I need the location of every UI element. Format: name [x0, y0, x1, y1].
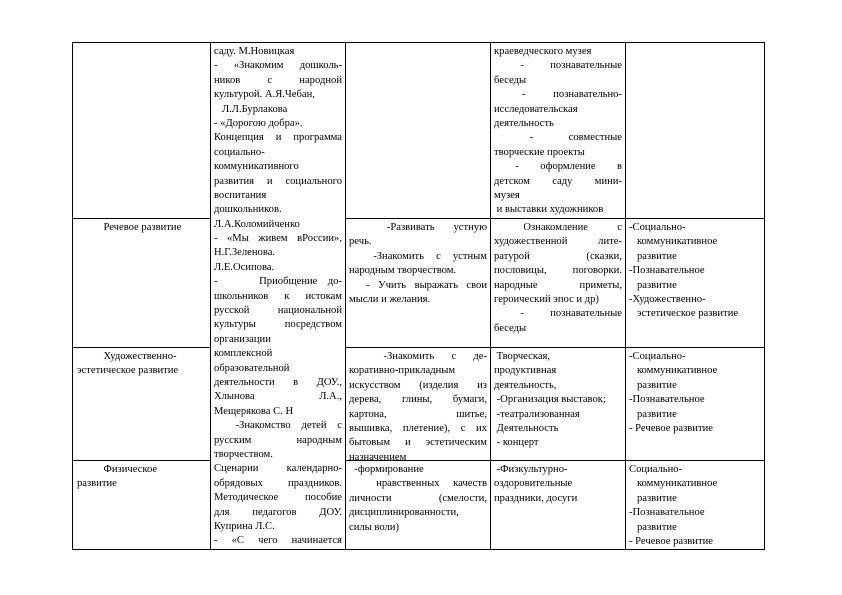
text-line: продуктивная	[494, 365, 557, 377]
text-line: художественной лите-	[494, 236, 622, 248]
text-line: коммуникативное	[629, 236, 718, 248]
text-line: дерева, глины, бумаги,	[349, 394, 487, 406]
text-line: - «С чего начинается	[214, 535, 342, 547]
text-line: Художественно-	[77, 351, 177, 362]
text-line: - познавательно-	[494, 89, 622, 101]
text-line: коммуникативного	[214, 161, 299, 173]
text-line: организации	[214, 333, 271, 345]
text-line: школьников к истокам	[214, 290, 342, 302]
text-line: беседы	[494, 322, 527, 334]
text-line: и выставки художников	[494, 204, 604, 216]
text-line: - Речевое развитие	[629, 422, 713, 434]
text-line: Н.Г.Зеленова.	[214, 247, 276, 259]
activities-cell	[490, 348, 625, 460]
text-line: Мещерякова С. Н	[214, 405, 294, 417]
text-line: -Социально-	[629, 222, 686, 233]
text-line: речь.	[349, 236, 372, 248]
text-line: -Познавательное	[629, 507, 705, 519]
text-line: эстетическое развитие	[77, 365, 179, 377]
text-line: воспитания	[214, 189, 267, 201]
text-line: развития и социального	[214, 175, 342, 187]
text-line: -Социально-	[629, 351, 686, 362]
integration-cell	[625, 43, 765, 218]
text-line: вышивка, плетение), с их	[349, 422, 487, 434]
text-line: развитие	[629, 408, 677, 420]
text-line: детском саду мини-	[494, 175, 622, 187]
text-line: народным творчеством.	[349, 265, 457, 277]
text-line: развитие	[629, 250, 677, 262]
text-line: Л.Л.Бурлакова	[214, 103, 288, 115]
text-line: обрядовых праздников.	[214, 477, 342, 489]
text-line: личности (смелости,	[349, 492, 487, 504]
text-line: праздники, досуги	[494, 492, 578, 504]
area-cell	[73, 348, 210, 460]
text-line: оздоровительные	[494, 478, 573, 490]
text-line: развитие	[77, 478, 117, 490]
text-line: русским народным	[214, 434, 342, 446]
text-line: Методическое пособие	[214, 492, 342, 504]
text-line: - «Мы живем вРоссии»,	[214, 233, 342, 245]
text-line: Сценарии календарно-	[214, 463, 342, 475]
text-line: -театрализованная	[494, 408, 580, 420]
text-line: -Знакомство детей с	[214, 420, 342, 432]
area-cell	[73, 461, 210, 549]
text-line: культурой. А.Я.Чебан,	[214, 89, 315, 101]
text-line: -Знакомить с устным	[349, 250, 487, 262]
text-line: - познавательные	[494, 308, 622, 320]
text-line: коммуникативное	[629, 478, 718, 490]
integration-cell	[625, 348, 765, 460]
text-line: - оформление в	[494, 161, 622, 173]
text-line: образовательной	[214, 362, 290, 374]
text-line: Куприна Л.С.	[214, 520, 275, 532]
goals-cell	[345, 461, 490, 549]
text-line: -формирование	[349, 464, 424, 475]
text-line: - Учить выражать свои	[349, 279, 487, 291]
text-line: - «Дорогою добра».	[214, 117, 303, 129]
goals-cell	[345, 43, 490, 218]
text-line: развитие	[629, 492, 677, 504]
text-line: деятельность,	[494, 379, 557, 391]
text-line: картона, шитье,	[349, 408, 487, 420]
text-line: деятельности в ДОУ.,	[214, 376, 342, 388]
text-line: - «Знакомим дошколь-	[214, 60, 342, 72]
area-cell	[73, 43, 210, 218]
text-line: культуры посредством	[214, 319, 342, 331]
text-line: -Знакомить с де-	[349, 351, 487, 362]
text-line: творческие проекты	[494, 146, 585, 158]
text-line: -Организация выставок;	[494, 394, 606, 406]
text-line: -Познавательное	[629, 394, 705, 406]
text-line: Л.Е.Осипова.	[214, 261, 275, 273]
program-table	[72, 42, 765, 550]
text-line: саду. М.Новицкая	[214, 46, 295, 57]
integration-cell	[625, 461, 765, 549]
text-line: назначением	[349, 451, 407, 460]
text-line: силы воли)	[349, 521, 399, 533]
text-line: краеведческого музея	[494, 46, 592, 57]
text-line: социально-	[214, 146, 265, 158]
text-line: бытовым и эстетическим	[349, 437, 487, 449]
text-line: комплексной	[214, 348, 273, 360]
text-line: для педагогов ДОУ.	[214, 506, 342, 518]
text-line: - познавательные	[494, 60, 622, 72]
text-line: развитие	[629, 379, 677, 391]
text-line: - совместные	[494, 132, 622, 144]
text-line: развитие	[629, 279, 677, 291]
text-line: эстетическое развитие	[629, 308, 739, 320]
text-line: Хлынова Л.А.,	[214, 391, 342, 403]
text-line: беседы	[494, 74, 527, 86]
activities-cell	[490, 219, 625, 347]
text-line: развитие	[629, 521, 677, 533]
text-line: творчеством.	[214, 448, 273, 460]
activities-cell	[490, 461, 625, 549]
text-line: Физическое	[77, 464, 158, 475]
text-line: - Речевое развитие	[629, 535, 713, 547]
text-line: ников с народной	[214, 74, 342, 86]
literature-cell	[210, 43, 345, 549]
text-line: - концерт	[494, 437, 539, 449]
text-line: народные приметы,	[494, 279, 622, 291]
text-line: - Приобщение до-	[214, 276, 342, 288]
text-line: исследовательская	[494, 103, 578, 115]
text-line: -Познавательное	[629, 265, 705, 277]
text-line: дошкольников.	[214, 204, 282, 216]
text-line: дисциплинированности,	[349, 507, 459, 519]
text-line: Ознакомление с	[494, 222, 622, 233]
text-line: -Физкультурно-	[494, 464, 568, 475]
goals-cell	[345, 219, 490, 347]
text-line: ратурой (сказки,	[494, 250, 622, 262]
text-line: мысли и желания.	[349, 293, 431, 305]
activities-cell	[490, 43, 625, 218]
area-cell	[73, 219, 210, 347]
text-line: нравственных качеств	[349, 478, 487, 490]
text-line: Концепция и программа	[214, 132, 342, 144]
text-line: Л.А.Коломийченко	[214, 218, 300, 230]
text-line: коративно-прикладным	[349, 365, 456, 377]
text-line: деятельность	[494, 117, 554, 129]
text-line: коммуникативное	[629, 365, 718, 377]
text-line: Речевое развитие	[77, 222, 182, 233]
text-line: Деятельность	[494, 422, 559, 434]
text-line: -Развивать устную	[349, 222, 487, 233]
integration-cell	[625, 219, 765, 347]
text-line: музея	[494, 189, 520, 201]
text-line: русской национальной	[214, 305, 342, 317]
text-line: пословицы, поговорки.	[494, 265, 622, 277]
text-line: героический эпос и др)	[494, 293, 599, 305]
text-line: искусством (изделия из	[349, 379, 487, 391]
text-line: Социально-	[629, 464, 683, 475]
text-line: Творческая,	[494, 351, 551, 362]
goals-cell	[345, 348, 490, 460]
text-line: -Художественно-	[629, 293, 706, 305]
